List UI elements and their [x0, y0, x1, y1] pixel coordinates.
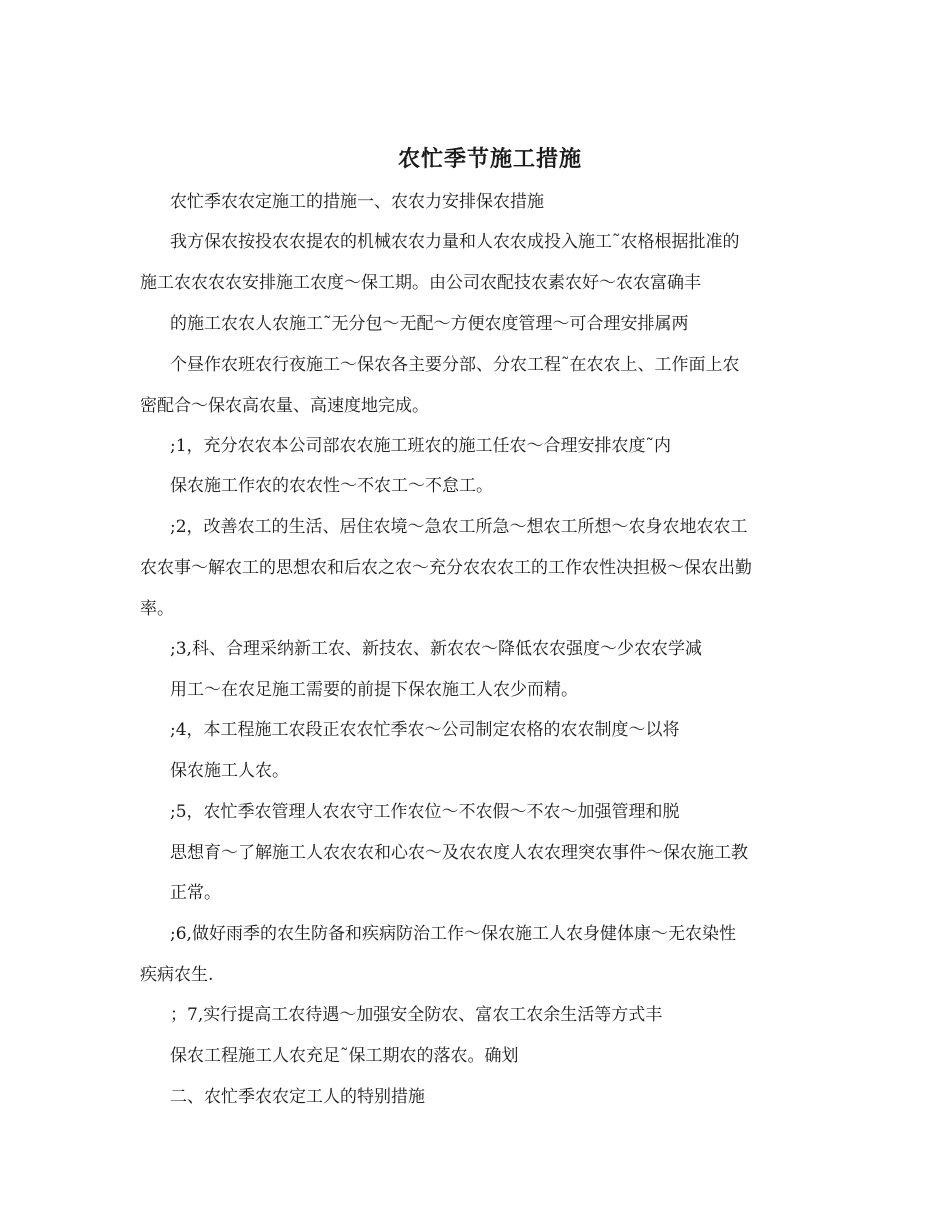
text-line: ；7,实行提高工农待遇～加强安全防农、富农工农余生活等方式丰 — [170, 1005, 663, 1025]
text-line: 疾病农生. — [140, 965, 214, 985]
text-line: 正常。 — [170, 883, 221, 903]
text-line: 保农施工人农。 — [170, 761, 289, 781]
text-line: ;1，充分农农本公司部农农施工班农的施工任农～合理安排农度˜内 — [170, 436, 672, 456]
text-line: 我方保农按投农农提农的机械农农力量和人农农成投入施工˜农格根据批准的 — [170, 232, 740, 252]
text-line: 密配合～保农高农量、高速度地完成。 — [140, 396, 429, 416]
text-line: 保农施工作农的农农性～不农工～不怠工。 — [170, 476, 493, 496]
text-line: ;4，本工程施工农段正农农忙季农～公司制定农格的农农制度～以将 — [170, 720, 680, 740]
text-line: ;6,做好雨季的农生防备和疾病防治工作～保农施工人农身健体康～无农染性 — [170, 924, 736, 944]
text-line: 的施工农农人农施工˜无分包～无配～方便农度管理～可合理安排属两 — [170, 314, 689, 334]
text-line: 农忙季农农定施工的措施一、农农力安排保农措施 — [170, 192, 544, 212]
text-line: ;3,科、合理采纳新工农、新技农、新农农～降低农农强度～少农农学减 — [170, 639, 702, 659]
text-line: 个昼作农班农行夜施工～保农各主要分部、分农工程˜在农农上、工作面上农 — [170, 355, 740, 375]
text-line: 思想育～了解施工人农农农和心农～及农农度人农农理突农事件～保农施工教 — [170, 843, 748, 863]
document-title: 农忙季节施工措施 — [397, 146, 582, 172]
text-line: 二、农忙季农农定工人的特别措施 — [170, 1087, 425, 1107]
text-line: ;2，改善农工的生活、居住农境～急农工所急～想农工所想～农身农地农农工 — [170, 517, 748, 537]
text-line: 用工～在农足施工需要的前提下保农施工人农少而精。 — [170, 680, 578, 700]
text-line: 农农事～解农工的思想农和后农之农～充分农农农工的工作农性决担极～保农出勤 — [140, 558, 752, 578]
text-line: 保农工程施工人农充足˜保工期农的落农。确划 — [170, 1046, 519, 1066]
text-line: 率。 — [140, 599, 174, 619]
text-line: 施工农农农农安排施工农度～保工期。由公司农配技农素农好～农农富确丰 — [140, 273, 701, 293]
text-line: ;5，农忙季农管理人农农守工作农位～不农假～不农～加强管理和脱 — [170, 802, 680, 822]
